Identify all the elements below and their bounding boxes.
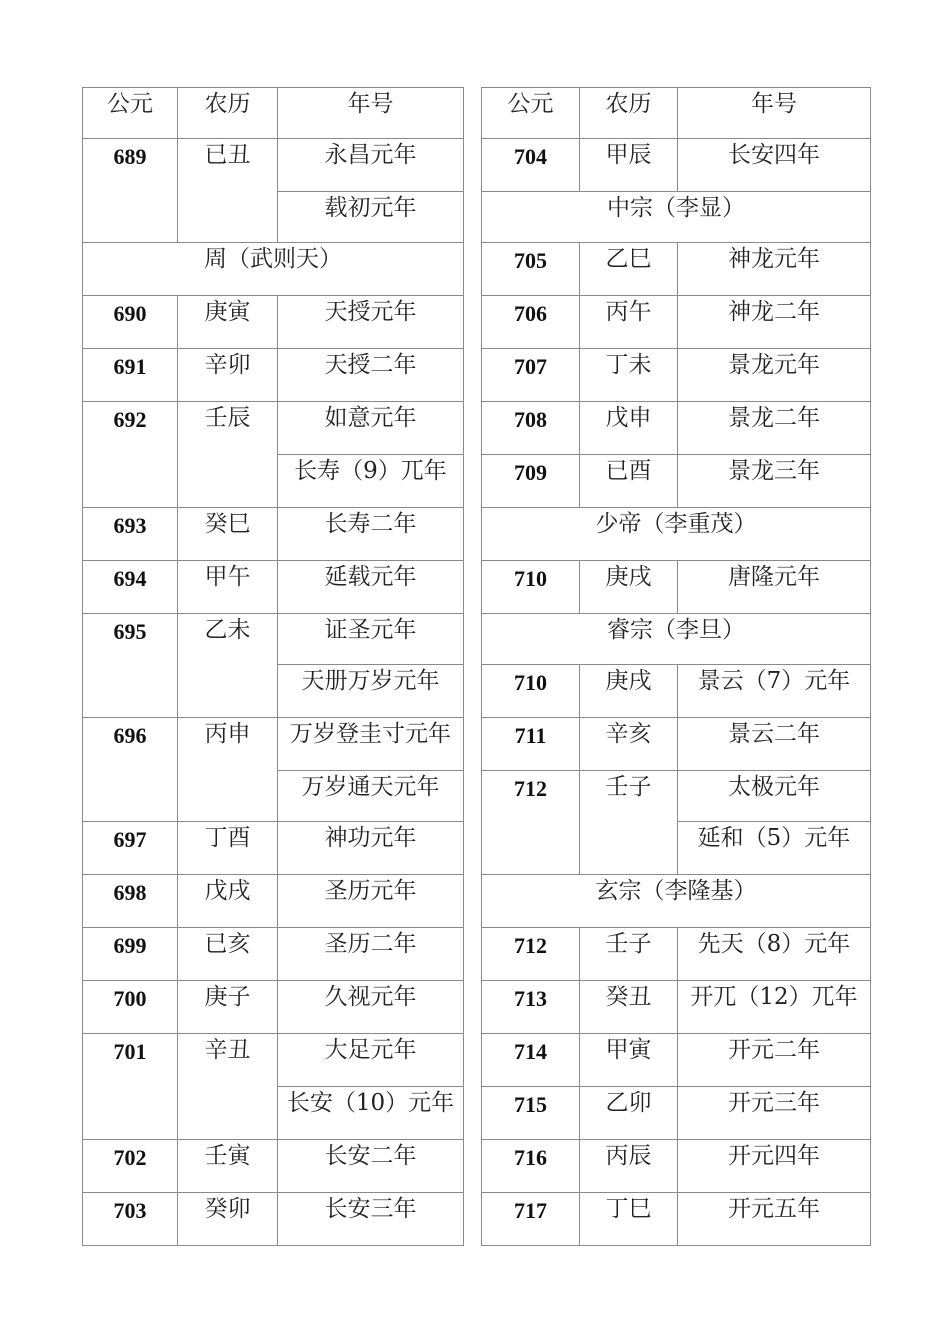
year-cell: 701 <box>83 1034 178 1140</box>
year-cell: 696 <box>83 718 178 822</box>
era-cell: 长安三年 <box>278 1193 464 1246</box>
header-row <box>83 88 871 139</box>
era-cell: 延载元年 <box>278 561 464 614</box>
era-cell: 长安四年 <box>678 139 871 192</box>
era-cell: 永昌元年 <box>278 139 464 192</box>
year-cell: 708 <box>482 402 580 455</box>
dynasty-heading: 玄宗（李隆基） <box>482 875 871 928</box>
year-cell: 711 <box>482 718 580 771</box>
lunar-cell: 壬辰 <box>178 402 278 508</box>
era-cell: 长安二年 <box>278 1140 464 1193</box>
era-cell: 开元二年 <box>678 1034 871 1087</box>
era-cell: 景龙二年 <box>678 402 871 455</box>
lunar-cell: 壬子 <box>580 771 678 875</box>
year-cell: 716 <box>482 1140 580 1193</box>
lunar-cell: 癸巳 <box>178 508 278 561</box>
year-cell: 704 <box>482 139 580 192</box>
year-cell: 689 <box>83 139 178 243</box>
lunar-cell: 丙辰 <box>580 1140 678 1193</box>
year-cell: 713 <box>482 981 580 1034</box>
era-cell: 证圣元年 <box>278 614 464 665</box>
era-cell: 长寿（9）兀年 <box>278 455 464 508</box>
era-cell: 万岁登圭寸元年 <box>278 718 464 771</box>
era-cell: 景龙三年 <box>678 455 871 508</box>
era-cell: 开元五年 <box>678 1193 871 1246</box>
era-cell: 圣历二年 <box>278 928 464 981</box>
lunar-cell: 已亥 <box>178 928 278 981</box>
lunar-cell: 已酉 <box>580 455 678 508</box>
era-cell: 先天（8）元年 <box>678 928 871 981</box>
year-cell: 715 <box>482 1087 580 1140</box>
year-cell: 707 <box>482 349 580 402</box>
era-cell: 如意元年 <box>278 402 464 455</box>
lunar-cell: 戊戌 <box>178 875 278 928</box>
lunar-cell: 辛卯 <box>178 349 278 402</box>
year-cell: 717 <box>482 1193 580 1246</box>
lunar-cell: 庚寅 <box>178 296 278 349</box>
era-cell: 万岁通天元年 <box>278 771 464 822</box>
year-cell: 695 <box>83 614 178 718</box>
era-cell: 神龙二年 <box>678 296 871 349</box>
era-cell: 载初元年 <box>278 192 464 243</box>
lunar-cell: 丙申 <box>178 718 278 822</box>
era-cell: 天册万岁元年 <box>278 665 464 718</box>
lunar-cell: 癸卯 <box>178 1193 278 1246</box>
header-era-right: 年号 <box>678 88 871 139</box>
year-cell: 709 <box>482 455 580 508</box>
era-cell: 唐隆元年 <box>678 561 871 614</box>
era-cell: 开元四年 <box>678 1140 871 1193</box>
dynasty-heading: 少帝（李重茂） <box>482 508 871 561</box>
year-cell: 694 <box>83 561 178 614</box>
year-cell: 692 <box>83 402 178 508</box>
lunar-cell: 丁巳 <box>580 1193 678 1246</box>
lunar-cell: 已丑 <box>178 139 278 243</box>
year-cell: 693 <box>83 508 178 561</box>
lunar-cell: 庚戌 <box>580 561 678 614</box>
header-lunar-right: 农历 <box>580 88 678 139</box>
lunar-cell: 乙未 <box>178 614 278 718</box>
year-cell: 702 <box>83 1140 178 1193</box>
lunar-cell: 丙午 <box>580 296 678 349</box>
dynasty-heading: 中宗（李显） <box>482 192 871 243</box>
lunar-cell: 丁未 <box>580 349 678 402</box>
lunar-cell: 甲辰 <box>580 139 678 192</box>
header-era-left: 年号 <box>278 88 464 139</box>
lunar-cell: 甲寅 <box>580 1034 678 1087</box>
year-cell: 700 <box>83 981 178 1034</box>
dynasty-heading: 睿宗（李旦） <box>482 614 871 665</box>
era-cell: 开兀（12）兀年 <box>678 981 871 1034</box>
era-cell: 长安（10）元年 <box>278 1087 464 1140</box>
era-cell: 神龙元年 <box>678 243 871 296</box>
year-cell: 703 <box>83 1193 178 1246</box>
era-table <box>82 87 871 1246</box>
year-cell: 698 <box>83 875 178 928</box>
year-cell: 697 <box>83 822 178 875</box>
era-cell: 长寿二年 <box>278 508 464 561</box>
era-cell: 开元三年 <box>678 1087 871 1140</box>
year-cell: 712 <box>482 928 580 981</box>
year-cell: 710 <box>482 561 580 614</box>
column-gap <box>464 88 482 1246</box>
lunar-cell: 戊申 <box>580 402 678 455</box>
year-cell: 705 <box>482 243 580 296</box>
lunar-cell: 乙卯 <box>580 1087 678 1140</box>
lunar-cell: 辛丑 <box>178 1034 278 1140</box>
year-cell: 706 <box>482 296 580 349</box>
lunar-cell: 壬子 <box>580 928 678 981</box>
era-cell: 景云二年 <box>678 718 871 771</box>
era-cell: 天授元年 <box>278 296 464 349</box>
lunar-cell: 庚戌 <box>580 665 678 718</box>
era-cell: 大足元年 <box>278 1034 464 1087</box>
header-lunar-left: 农历 <box>178 88 278 139</box>
era-cell: 延和（5）元年 <box>678 822 871 875</box>
era-cell: 景云（7）元年 <box>678 665 871 718</box>
lunar-cell: 丁酉 <box>178 822 278 875</box>
lunar-cell: 甲午 <box>178 561 278 614</box>
dynasty-heading: 周（武则天） <box>83 243 464 296</box>
year-cell: 699 <box>83 928 178 981</box>
era-cell: 天授二年 <box>278 349 464 402</box>
year-cell: 691 <box>83 349 178 402</box>
lunar-cell: 辛亥 <box>580 718 678 771</box>
year-cell: 714 <box>482 1034 580 1087</box>
era-cell: 圣历元年 <box>278 875 464 928</box>
era-cell: 久视元年 <box>278 981 464 1034</box>
era-cell: 神功元年 <box>278 822 464 875</box>
lunar-cell: 庚子 <box>178 981 278 1034</box>
header-year-right: 公元 <box>482 88 580 139</box>
year-cell: 710 <box>482 665 580 718</box>
lunar-cell: 乙巳 <box>580 243 678 296</box>
lunar-cell: 癸丑 <box>580 981 678 1034</box>
year-cell: 690 <box>83 296 178 349</box>
lunar-cell: 壬寅 <box>178 1140 278 1193</box>
era-cell: 景龙元年 <box>678 349 871 402</box>
year-cell: 712 <box>482 771 580 875</box>
era-cell: 太极元年 <box>678 771 871 822</box>
header-year-left: 公元 <box>83 88 178 139</box>
